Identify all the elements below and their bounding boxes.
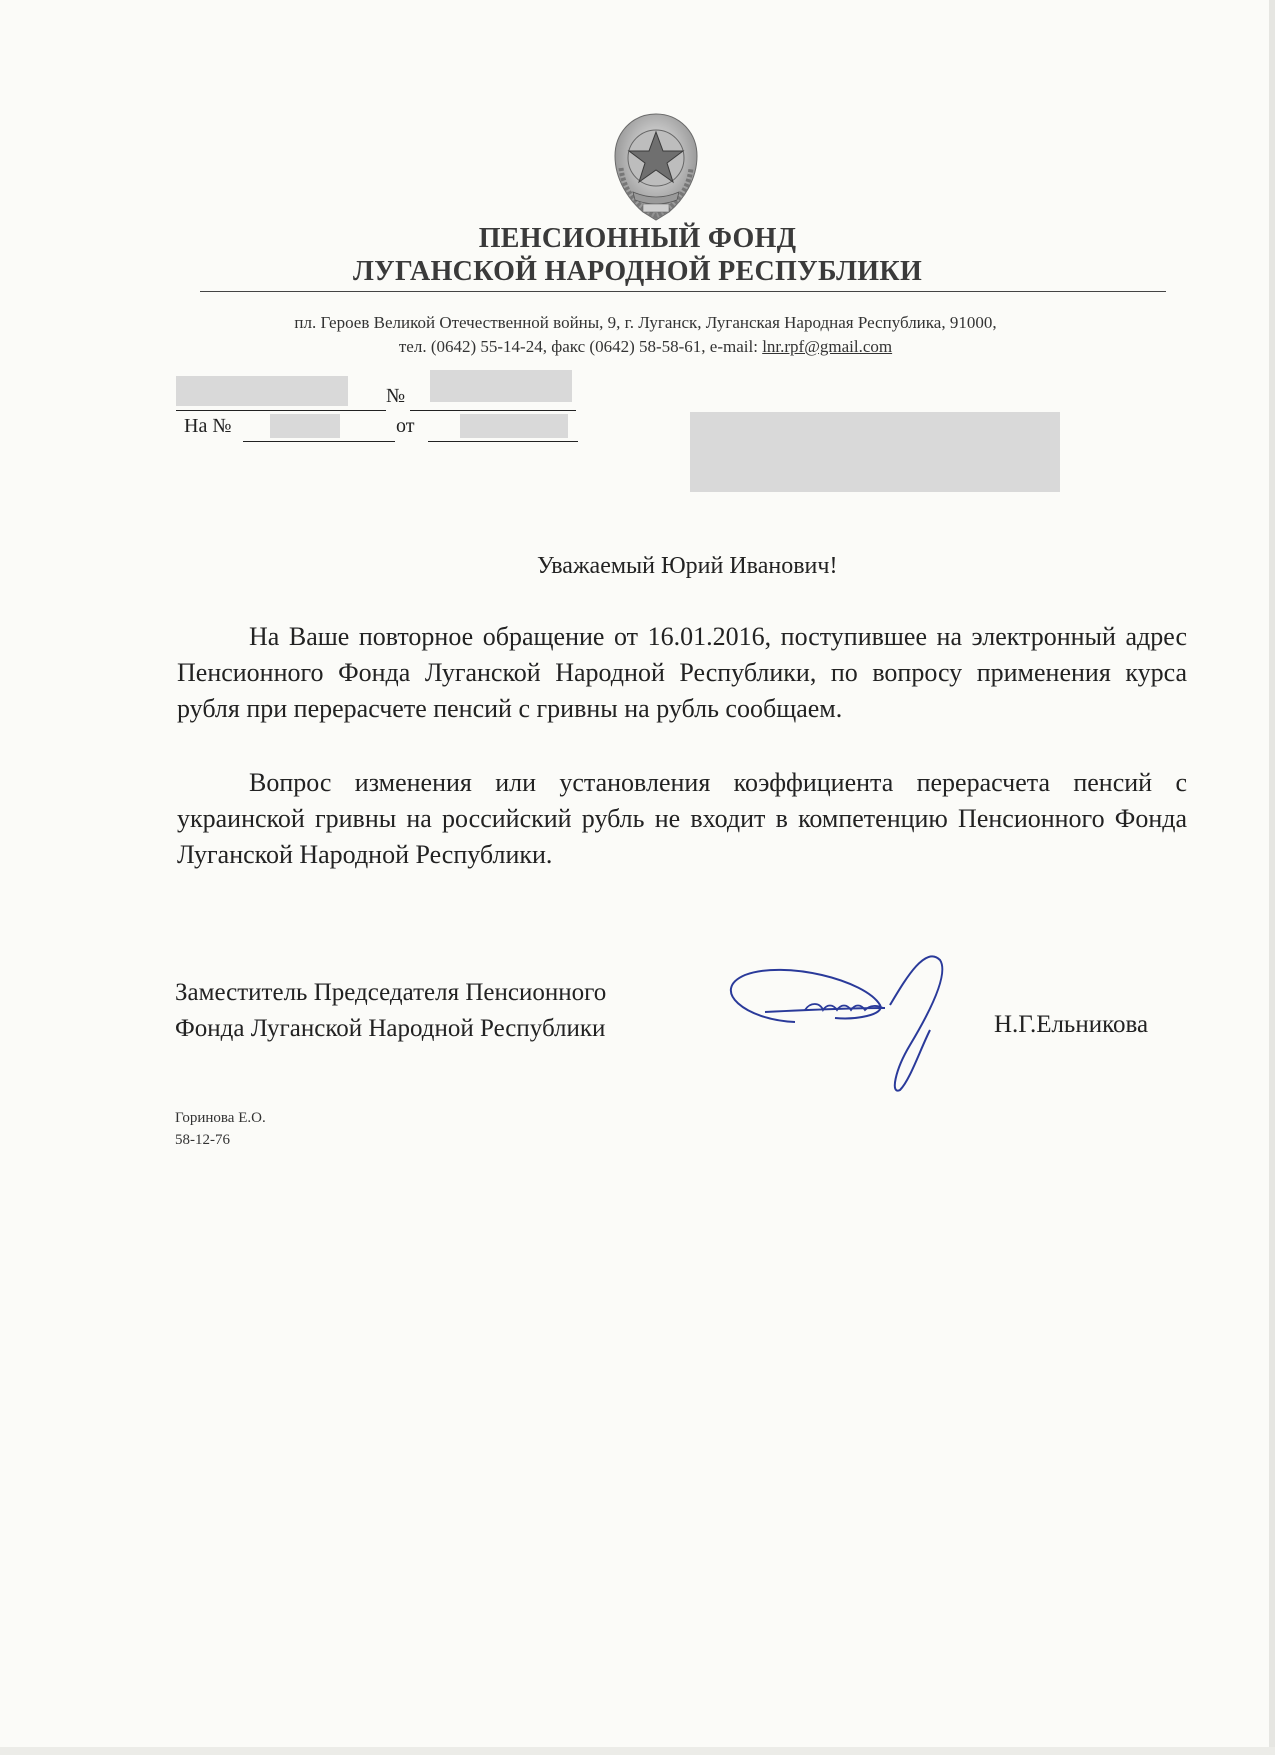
redacted-ref-number <box>270 414 340 438</box>
executor-info <box>175 1107 266 1151</box>
email-link[interactable]: lnr.rpf@gmail.com <box>762 337 893 356</box>
number-label: № <box>386 385 406 407</box>
signer-position-line1: Заместитель Председателя Пенсионного <box>175 979 607 1006</box>
executor-name: Горинова Е.О. <box>175 1110 266 1126</box>
body-paragraph-2: Вопрос изменения или установления коэффициента перерасчета пенсий с украинской гривны на российский рубль не входит в компетенцию Пенсионного Фонда Луганской Народной Республики. <box>177 768 1187 869</box>
address-line: пл. Героев Великой Отечественной войны, 9, г. Луганск, Луганская Народная Республика, 91000, <box>294 313 997 332</box>
executor-phone: 58-12-76 <box>175 1132 230 1148</box>
signer-position <box>175 975 606 1047</box>
field-underline <box>176 410 386 411</box>
redacted-outgoing-date <box>176 376 348 406</box>
signer-name: Н.Г.Ельникова <box>994 1011 1149 1038</box>
org-title-line2: ЛУГАНСКОЙ НАРОДНОЙ РЕСПУБЛИКИ <box>352 256 923 287</box>
contacts-line <box>8 337 1275 357</box>
scan-edge-bottom <box>0 1747 1275 1755</box>
header-divider <box>200 291 1166 292</box>
field-underline <box>428 441 578 442</box>
field-underline <box>243 441 395 442</box>
body-paragraph-1: На Ваше повторное обращение от 16.01.2016, поступившее на электронный адрес Пенсионного Фонда Луганской Народной Республики, по вопросу применения курса рубля при перерасчете пенсий с гривны на рубль сообщаем. <box>177 622 1187 723</box>
coat-of-arms-emblem <box>603 108 709 226</box>
org-title-line1: ПЕНСИОННЫЙ ФОНД <box>478 223 797 254</box>
salutation: Уважаемый Юрий Иванович! <box>537 553 838 579</box>
redacted-ref-date <box>460 414 568 438</box>
signer-position-line2: Фонда Луганской Народной Республики <box>175 1015 606 1042</box>
contacts-text: тел. (0642) 55-14-24, факс (0642) 58-58-61, e-mail: <box>398 337 763 356</box>
ref-label: На № <box>184 415 232 437</box>
from-label: от <box>396 415 415 437</box>
redacted-outgoing-number <box>430 370 572 402</box>
redacted-recipient <box>690 412 1060 492</box>
handwritten-signature <box>715 950 975 1100</box>
field-underline <box>410 410 576 411</box>
